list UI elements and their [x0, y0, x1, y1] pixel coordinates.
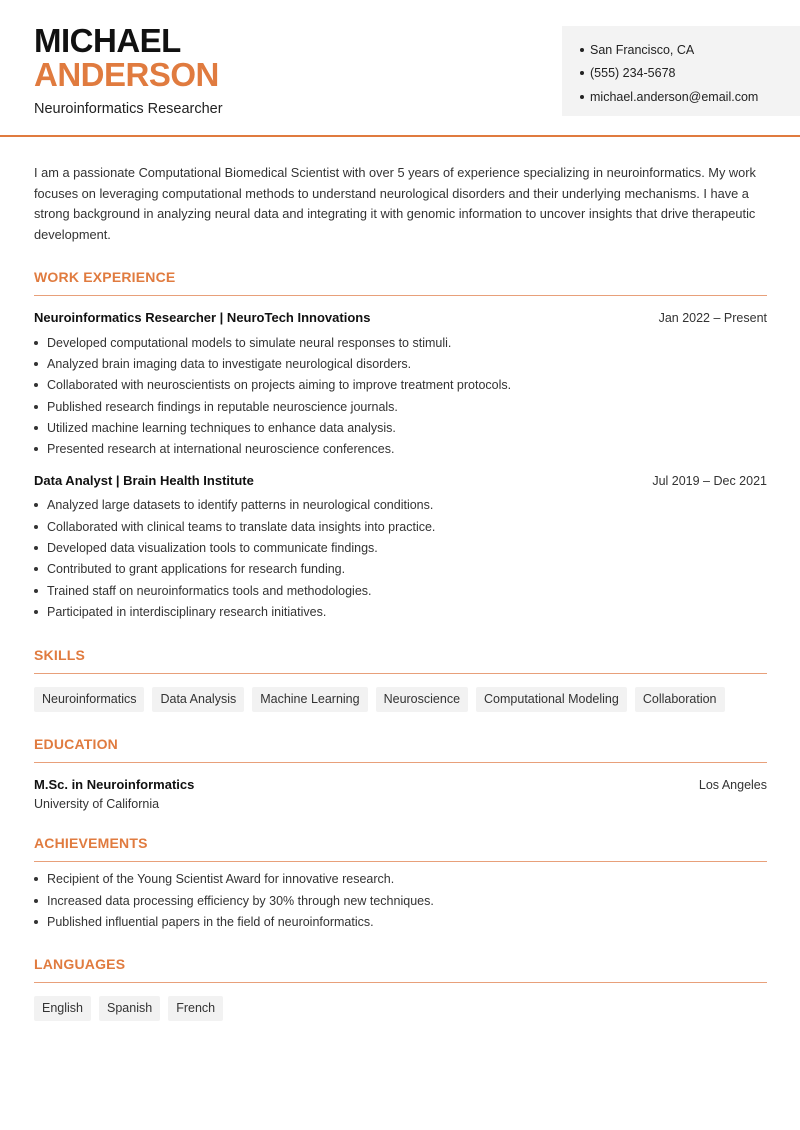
- contact-location: [580, 38, 800, 62]
- section-title-skills: SKILLS: [34, 647, 767, 674]
- bullet-icon: [580, 48, 584, 52]
- list-item: Developed data visualization tools to communicate findings.: [34, 537, 767, 558]
- job-head: [34, 473, 767, 488]
- section-title-languages: LANGUAGES: [34, 956, 767, 983]
- education-head: [34, 777, 767, 792]
- education-location: Los Angeles: [698, 777, 767, 792]
- list-item: Presented research at international neuroscience conferences.: [34, 438, 767, 459]
- skill-tag: Data Analysis: [152, 687, 244, 712]
- first-name: MICHAEL: [34, 22, 181, 59]
- education-school: University of California: [34, 796, 160, 811]
- section-title-achievements: ACHIEVEMENTS: [34, 835, 767, 862]
- contact-email-text: michael.anderson@email.com: [590, 89, 759, 104]
- list-item: Collaborated with neuroscientists on projects aiming to improve treatment protocols.: [34, 375, 767, 396]
- list-item: Recipient of the Young Scientist Award for innovative research.: [34, 869, 767, 890]
- section-title-work: WORK EXPERIENCE: [34, 269, 767, 296]
- list-item: Utilized machine learning techniques to enhance data analysis.: [34, 417, 767, 438]
- skill-tag: Collaboration: [635, 687, 725, 712]
- skills-tags: [34, 687, 767, 712]
- job-title: Neuroinformatics Researcher: [34, 101, 223, 117]
- list-item: Analyzed large datasets to identify patterns in neurological conditions.: [34, 495, 767, 516]
- skill-tag: Neuroscience: [376, 687, 468, 712]
- bullet-icon: [580, 95, 584, 99]
- contact-location-text: San Francisco, CA: [590, 42, 695, 57]
- job-entry: [34, 473, 767, 623]
- list-item: Developed computational models to simulate neural responses to stimuli.: [34, 332, 767, 353]
- language-tag: English: [34, 996, 91, 1021]
- list-item: Published influential papers in the field of neuroinformatics.: [34, 911, 767, 932]
- resume-header: [0, 0, 800, 137]
- contact-phone-text: (555) 234-5678: [590, 66, 676, 81]
- bullet-icon: [580, 71, 584, 75]
- section-title-education: EDUCATION: [34, 736, 767, 763]
- contact-phone: [580, 62, 800, 86]
- languages-tags: [34, 996, 767, 1021]
- summary: I am a passionate Computational Biomedical Scientist with over 5 years of experience specializing in neuroinformatics. My work focuses on leveraging computational methods to understand neurological disorders and their underlying mechanisms. I have a strong background in analyzing neural data and integrating it with genomic information to uncover insights that drive therapeutic development.: [34, 165, 756, 242]
- job-role: Neuroinformatics Researcher | NeuroTech Innovations: [34, 310, 371, 325]
- skill-tag: Machine Learning: [252, 687, 367, 712]
- job-bullets: [34, 495, 767, 623]
- list-item: Published research findings in reputable neuroscience journals.: [34, 396, 767, 417]
- skill-tag: Neuroinformatics: [34, 687, 144, 712]
- education-entry: [34, 777, 767, 811]
- list-item: Trained staff on neuroinformatics tools and methodologies.: [34, 580, 767, 601]
- list-item: Participated in interdisciplinary research initiatives.: [34, 601, 767, 622]
- job-role: Data Analyst | Brain Health Institute: [34, 472, 254, 488]
- contact-box: [562, 26, 800, 116]
- language-tag: Spanish: [99, 996, 160, 1021]
- contact-email: [580, 85, 800, 109]
- name-block: [34, 24, 223, 117]
- job-entry: [34, 310, 767, 460]
- job-dates: Jan 2022 – Present: [658, 311, 767, 325]
- achievements-list: [34, 869, 767, 933]
- job-bullets: [34, 332, 767, 460]
- last-name: ANDERSON: [34, 56, 219, 93]
- list-item: Contributed to grant applications for research funding.: [34, 559, 767, 580]
- job-dates: Jul 2019 – Dec 2021: [652, 473, 767, 488]
- resume-content: [34, 163, 767, 1021]
- list-item: Increased data processing efficiency by 30% through new techniques.: [34, 890, 767, 911]
- skill-tag: Computational Modeling: [476, 687, 627, 712]
- job-head: [34, 310, 767, 325]
- list-item: Analyzed brain imaging data to investigate neurological disorders.: [34, 353, 767, 374]
- list-item: Collaborated with clinical teams to translate data insights into practice.: [34, 516, 767, 537]
- education-degree: M.Sc. in Neuroinformatics: [34, 776, 195, 792]
- language-tag: French: [168, 996, 223, 1021]
